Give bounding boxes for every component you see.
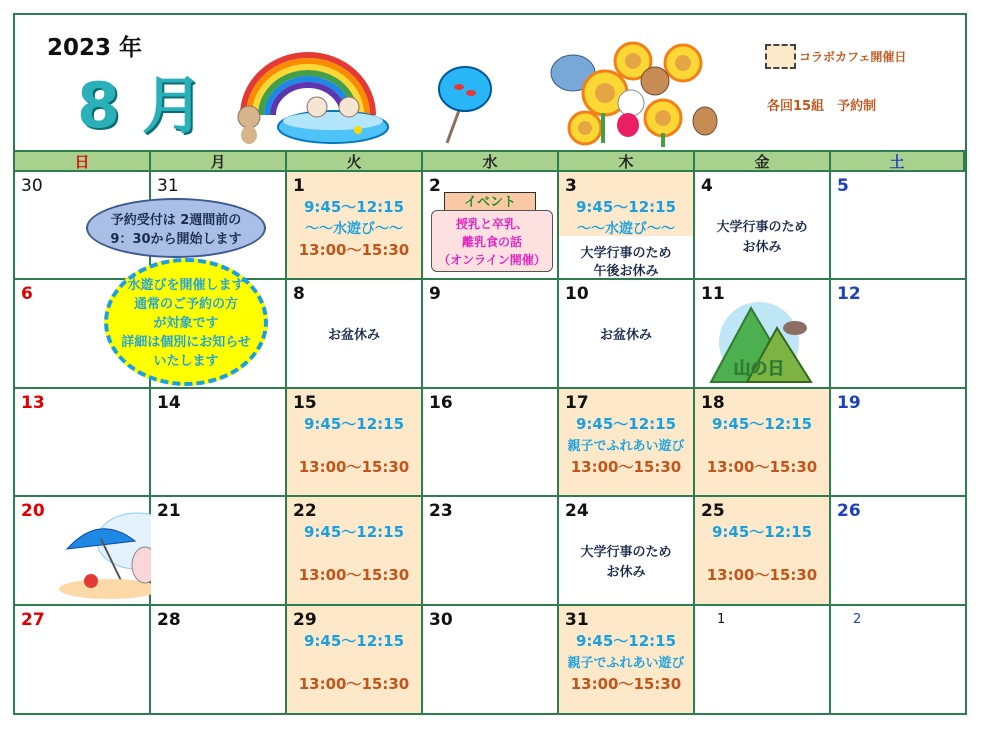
event-line: （オンライン開催） <box>438 253 546 267</box>
day-cell <box>423 389 559 497</box>
day-cell-cafe <box>287 172 423 280</box>
afternoon-time: 13:00～15:30 <box>298 241 410 259</box>
morning-time: 9:45～12:15 <box>303 632 405 650</box>
day-number: 16 <box>429 393 453 413</box>
rainbow-pool-illustration <box>223 45 393 145</box>
day-cell <box>831 497 965 606</box>
afternoon-time: 13:00～15:30 <box>570 458 682 476</box>
day-number: 14 <box>157 393 181 413</box>
day-number: 10 <box>565 284 589 304</box>
closed-note: お休み <box>742 240 782 255</box>
day-cell <box>423 172 559 280</box>
day-cell-cafe <box>559 172 695 280</box>
afternoon-time: 13:00～15:30 <box>706 566 818 584</box>
water-line: 通常のご予約の方 <box>133 297 238 312</box>
day-number: 5 <box>837 176 849 196</box>
day-cell-cafe <box>287 497 423 606</box>
weekday-wed: 水 <box>423 150 559 172</box>
day-cell-cafe <box>695 497 831 606</box>
day-number: 30 <box>21 176 43 196</box>
day-number: 20 <box>21 501 45 521</box>
day-cell-cafe <box>695 389 831 497</box>
day-number: 15 <box>293 393 317 413</box>
day-number: 31 <box>157 176 179 196</box>
sunflower-animals-illustration <box>543 33 723 148</box>
obon-note: お盆休み <box>599 328 652 343</box>
afternoon-time: 13:00～15:30 <box>570 675 682 693</box>
closed-note: 午後お休み <box>593 264 659 279</box>
cafe-day-legend-label: コラボカフェ開催日 <box>799 50 907 64</box>
morning-time: 9:45～12:15 <box>575 198 677 216</box>
closed-note: お休み <box>606 565 646 580</box>
day-number: 13 <box>21 393 45 413</box>
day-number: 25 <box>701 501 725 521</box>
water-play-note: ～～水遊び～～ <box>305 221 403 237</box>
morning-time: 9:45～12:15 <box>303 198 405 216</box>
day-cell <box>423 280 559 389</box>
day-number: 27 <box>21 610 45 630</box>
afternoon-time: 13:00～15:30 <box>706 458 818 476</box>
day-cell <box>559 280 695 389</box>
day-cell <box>831 389 965 497</box>
day-cell <box>15 606 151 713</box>
day-cell <box>15 389 151 497</box>
parent-child-note: 親子でふれあい遊び <box>567 656 685 671</box>
day-cell-cafe <box>287 606 423 713</box>
day-cell-cafe <box>559 389 695 497</box>
weekday-mon: 月 <box>151 150 287 172</box>
day-cell <box>423 497 559 606</box>
day-cell <box>831 280 965 389</box>
event-box <box>431 210 553 272</box>
day-number: 1 <box>717 612 726 627</box>
day-number: 8 <box>293 284 305 304</box>
morning-time: 9:45～12:15 <box>575 415 677 433</box>
day-number: 11 <box>701 284 725 304</box>
weekday-tue: 火 <box>287 150 423 172</box>
day-cell <box>831 606 965 713</box>
event-tag: イベント <box>444 192 536 214</box>
day-number: 9 <box>429 284 441 304</box>
day-cell <box>559 497 695 606</box>
day-number: 1 <box>293 176 305 196</box>
day-number: 18 <box>701 393 725 413</box>
day-number: 23 <box>429 501 453 521</box>
weekday-sat: 土 <box>831 150 965 172</box>
day-cell <box>151 389 287 497</box>
morning-time: 9:45～12:15 <box>303 415 405 433</box>
reservation-notice: 各回15組 予約制 <box>767 99 877 114</box>
day-number: 12 <box>837 284 861 304</box>
booking-line: 9：30から開始します <box>110 232 242 247</box>
day-number: 21 <box>157 501 181 521</box>
day-number: 22 <box>293 501 317 521</box>
water-line: いたします <box>153 354 219 369</box>
weekday-thu: 木 <box>559 150 695 172</box>
parent-child-note: 親子でふれあい遊び <box>567 439 685 454</box>
morning-time: 9:45～12:15 <box>711 415 813 433</box>
closed-note: 大学行事のため <box>580 246 672 261</box>
weekday-sun: 日 <box>15 150 151 172</box>
morning-time: 9:45～12:15 <box>575 632 677 650</box>
water-play-note: ～～水遊び～～ <box>577 221 675 237</box>
cafe-day-legend-swatch <box>765 44 796 69</box>
mountain-day-icon <box>707 294 817 384</box>
day-number: 26 <box>837 501 861 521</box>
day-cell-cafe <box>559 606 695 713</box>
water-line: 詳細は個別にお知らせ <box>121 335 251 350</box>
day-number: 28 <box>157 610 181 630</box>
day-cell <box>287 280 423 389</box>
afternoon-time: 13:00～15:30 <box>298 566 410 584</box>
day-cell <box>695 606 831 713</box>
svg-text:山の日: 山の日 <box>733 359 785 379</box>
event-line: 授乳と卒乳、 <box>455 217 528 231</box>
year-label: 2023 年 <box>47 35 143 61</box>
morning-time: 9:45～12:15 <box>303 523 405 541</box>
fan-icon <box>433 65 493 145</box>
day-number: 2 <box>429 176 441 196</box>
day-number: 4 <box>701 176 713 196</box>
day-number: 24 <box>565 501 589 521</box>
booking-notice-oval <box>86 198 266 258</box>
day-number: 2 <box>853 612 862 627</box>
day-number: 29 <box>293 610 317 630</box>
day-cell-cafe <box>287 389 423 497</box>
month-label: 8 月 <box>77 69 204 142</box>
event-line: 離乳食の話 <box>461 235 522 249</box>
day-cell <box>151 606 287 713</box>
obon-note: お盆休み <box>327 328 380 343</box>
day-number: 3 <box>565 176 577 196</box>
day-cell <box>15 497 151 606</box>
day-number: 31 <box>565 610 589 630</box>
weekday-fri: 金 <box>695 150 831 172</box>
closed-note: 大学行事のため <box>716 220 808 235</box>
day-cell <box>695 172 831 280</box>
day-number: 6 <box>21 284 33 304</box>
day-number: 19 <box>837 393 861 413</box>
water-play-notice <box>104 258 268 386</box>
day-cell <box>151 497 287 606</box>
afternoon-time: 13:00～15:30 <box>298 675 410 693</box>
calendar-header <box>15 15 965 150</box>
closed-note: 大学行事のため <box>580 545 672 560</box>
water-line: が対象です <box>153 316 219 331</box>
day-cell <box>831 172 965 280</box>
water-line: 水遊びを開催します <box>127 278 245 293</box>
day-number: 30 <box>429 610 453 630</box>
morning-time: 9:45～12:15 <box>711 523 813 541</box>
day-cell <box>695 280 831 389</box>
afternoon-time: 13:00～15:30 <box>298 458 410 476</box>
day-cell <box>423 606 559 713</box>
booking-line: 予約受付は 2週間前の <box>110 213 242 228</box>
day-number: 17 <box>565 393 589 413</box>
